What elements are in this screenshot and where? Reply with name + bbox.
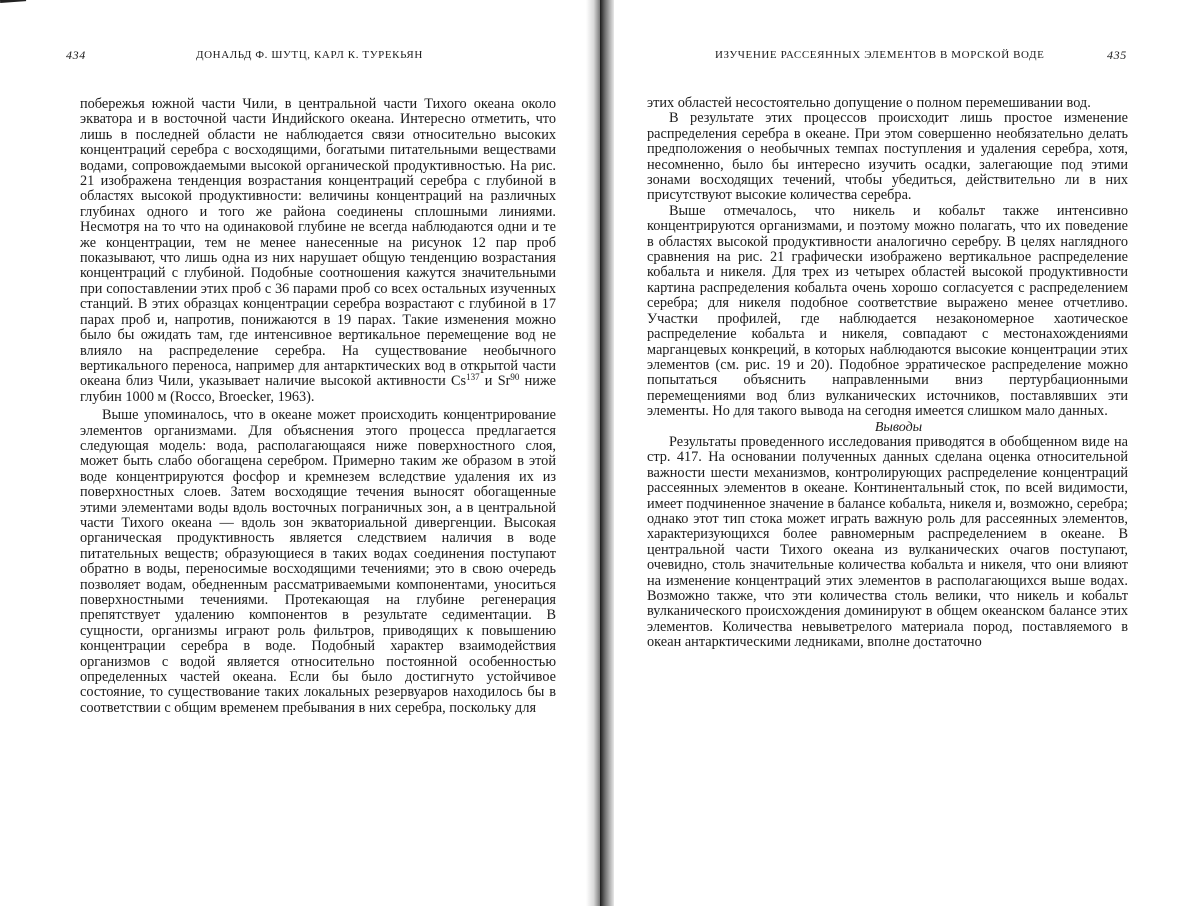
left-page-number: 434 <box>66 48 86 62</box>
right-paragraph-2: В результате этих процессов происходит лишь простое изменение распределения серебра в океане. При этом совершенно необязательно делать предположения о необычных темпах поступления и удаления серебра, хотя, несомненно, было бы интересно изучить осадки, залегающие под этими зонами восходящих течений, чтобы убедиться, действительно ли в них присутствуют высокие количества серебра. <box>647 110 1128 204</box>
right-page-number: 435 <box>1107 48 1127 62</box>
left-paragraph-1 <box>80 97 556 405</box>
right-paragraph-1: этих областей несостоятельно допущение о полном перемешивании вод. <box>647 95 1091 111</box>
left-paragraph-1-mid: и Sr <box>479 373 511 390</box>
left-text-column <box>80 97 556 716</box>
left-paragraph-1-tail: ниже глубин 1000 м (Rocco, Broecker, 1963). <box>80 373 556 405</box>
right-page <box>600 0 1200 906</box>
section-heading-conclusions: Выводы <box>874 419 923 435</box>
sr-isotope-mass: 90 <box>510 372 520 383</box>
book-gutter-shadow-left <box>586 0 600 906</box>
left-running-title: ДОНАЛЬД Ф. ШУТЦ, КАРЛ К. ТУРЕКЬЯН <box>196 49 423 61</box>
right-running-head <box>715 47 1135 63</box>
right-running-title: ИЗУЧЕНИЕ РАССЕЯННЫХ ЭЛЕМЕНТОВ В МОРСКОЙ ВОДЕ <box>715 49 1045 61</box>
left-page <box>0 0 595 906</box>
left-paragraph-1-text: побережья южной части Чили, в центральной части Тихого океана около экватора и в восточной части Индийского океана. Интересно отметить, что лишь в последней области не наблюдается связи относительно высоких концентраций серебра с восходящими, богатыми питательными веществами водами, сопровождаемыми высокой органической продуктивностью. На рис. 21 изображена тенденция возрастания концентраций серебра с глубиной в областях высокой продуктивности: величины концентраций на различных глубинах одного и того же района соединены сплошными линиями. Несмотря на то что на одинаковой глубине не всегда наблюдаются одни и те же концентрации, тем не менее нанесенные на рисунок 12 пар проб показывают, что лишь одна из них нарушает общую тенденцию возрастания концентраций с глубиной. Подобные соотношения кажутся значительными при сопоставлении этих проб с 36 парами проб со всех остальных изученных станций. В этих образцах концентрации серебра возрастают с глубиной в 17 парах проб и, напротив, понижаются в 19 парах. Такие изменения можно было бы ожидать там, где интенсивное вертикальное перемещение вод не влияло на распределение серебра. На существование необычного вертикального переноса, например для антарктических вод в открытой части океана близ Чили, указывает наличие высокой активности Cs <box>80 96 556 390</box>
left-running-head <box>66 47 566 63</box>
right-paragraph-conclusions: Результаты проведенного исследования приводятся в обобщенном виде на стр. 417. На основании полученных данных сделана оценка относительной важности шести механизмов, контролирующих распределение концентраций рассеянных элементов в океане. Континентальный сток, по всей видимости, имеет подчиненное значение в балансе кобальта, никеля и, возможно, серебра; однако этот тип стока может играть важную роль для рассеянных элементов, характеризующихся более равномерным распределением в океане. В центральной части Тихого океана из вулканических очагов поступают, очевидно, столь значительные количества кобальта и никеля, что они влияют на изменение концентраций этих элементов в располагающихся выше водах. Возможно также, что эти количества столь велики, что никель и кобальт вулканического происхождения доминируют в общем океанском балансе этих элементов. Количества невыветрелого материала пород, поставляемого в океан антарктическими ледниками, вполне достаточно <box>647 433 1128 651</box>
right-text-column <box>647 96 1128 651</box>
right-paragraph-3: Выше отмечалось, что никель и кобальт также интенсивно концентрируются организмами, и поэтому можно полагать, что их поведение в областях высокой продуктивности аналогично серебру. В целях наглядного сравнения на рис. 21 графически изображено вертикальное распределение кобальта и никеля. Для трех из четырех областей высокой продуктивности картина распределения кобальта очень хорошо согласуется с распределением серебра; для никеля подобное соответствие выражено менее отчетливо. Участки профилей, где наблюдается незакономерное хаотическое распределение кобальта и никеля, совпадают с местонахождениями марганцевых конкреций, в которых наблюдаются высокие концентрации этих элементов (см. рис. 19 и 20). Подобное эрратическое распределение можно попытаться объяснить направленными вниз пертурбационными перемещениями вод близ вулканических источников, поставлявших эти элементы. Но для такого вывода на сегодня имеется слишком мало данных. <box>647 202 1128 420</box>
left-paragraph-2: Выше упоминалось, что в океане может происходить концентрирование элементов организмами. Для объяснения этого процесса предлагается следующая модель: вода, располагающаяся ниже поверхностного слоя, может быть слабо обогащена серебром. Примерно таким же образом в этой воде концентрируются фосфор и кремнезем вследствие удаления их из поверхностных слоев. Затем восходящие течения выносят обогащенные этими элементами воды вдоль восточных пограничных зон, а в центральной части Тихого океана — вдоль зон экваториальной дивергенции. Высокая органическая продуктивность является следствием наличия в воде питательных веществ; образующиеся в таких водах соединения поступают обратно в воды, переносимые восходящими течениями; это в свою очередь позволяет водам, обедненным рассматриваемыми компонентами, уноситься поверхностными течениями. Протекающая на глубине регенерация препятствует удалению компонентов в результате седиментации. В сущности, организмы играют роль фильтров, приводящих к повышению концентрации серебра в воде. Подобный характер взаимодействия организмов с водой является относительно постоянной особенностью определенных частей океана. Если бы было достигнуто устойчивое состояние, то существование таких локальных резервуаров находилось бы в соответствии с общим временем пребывания в них серебра, поскольку для <box>80 407 556 716</box>
cs-isotope-mass: 137 <box>466 372 480 383</box>
